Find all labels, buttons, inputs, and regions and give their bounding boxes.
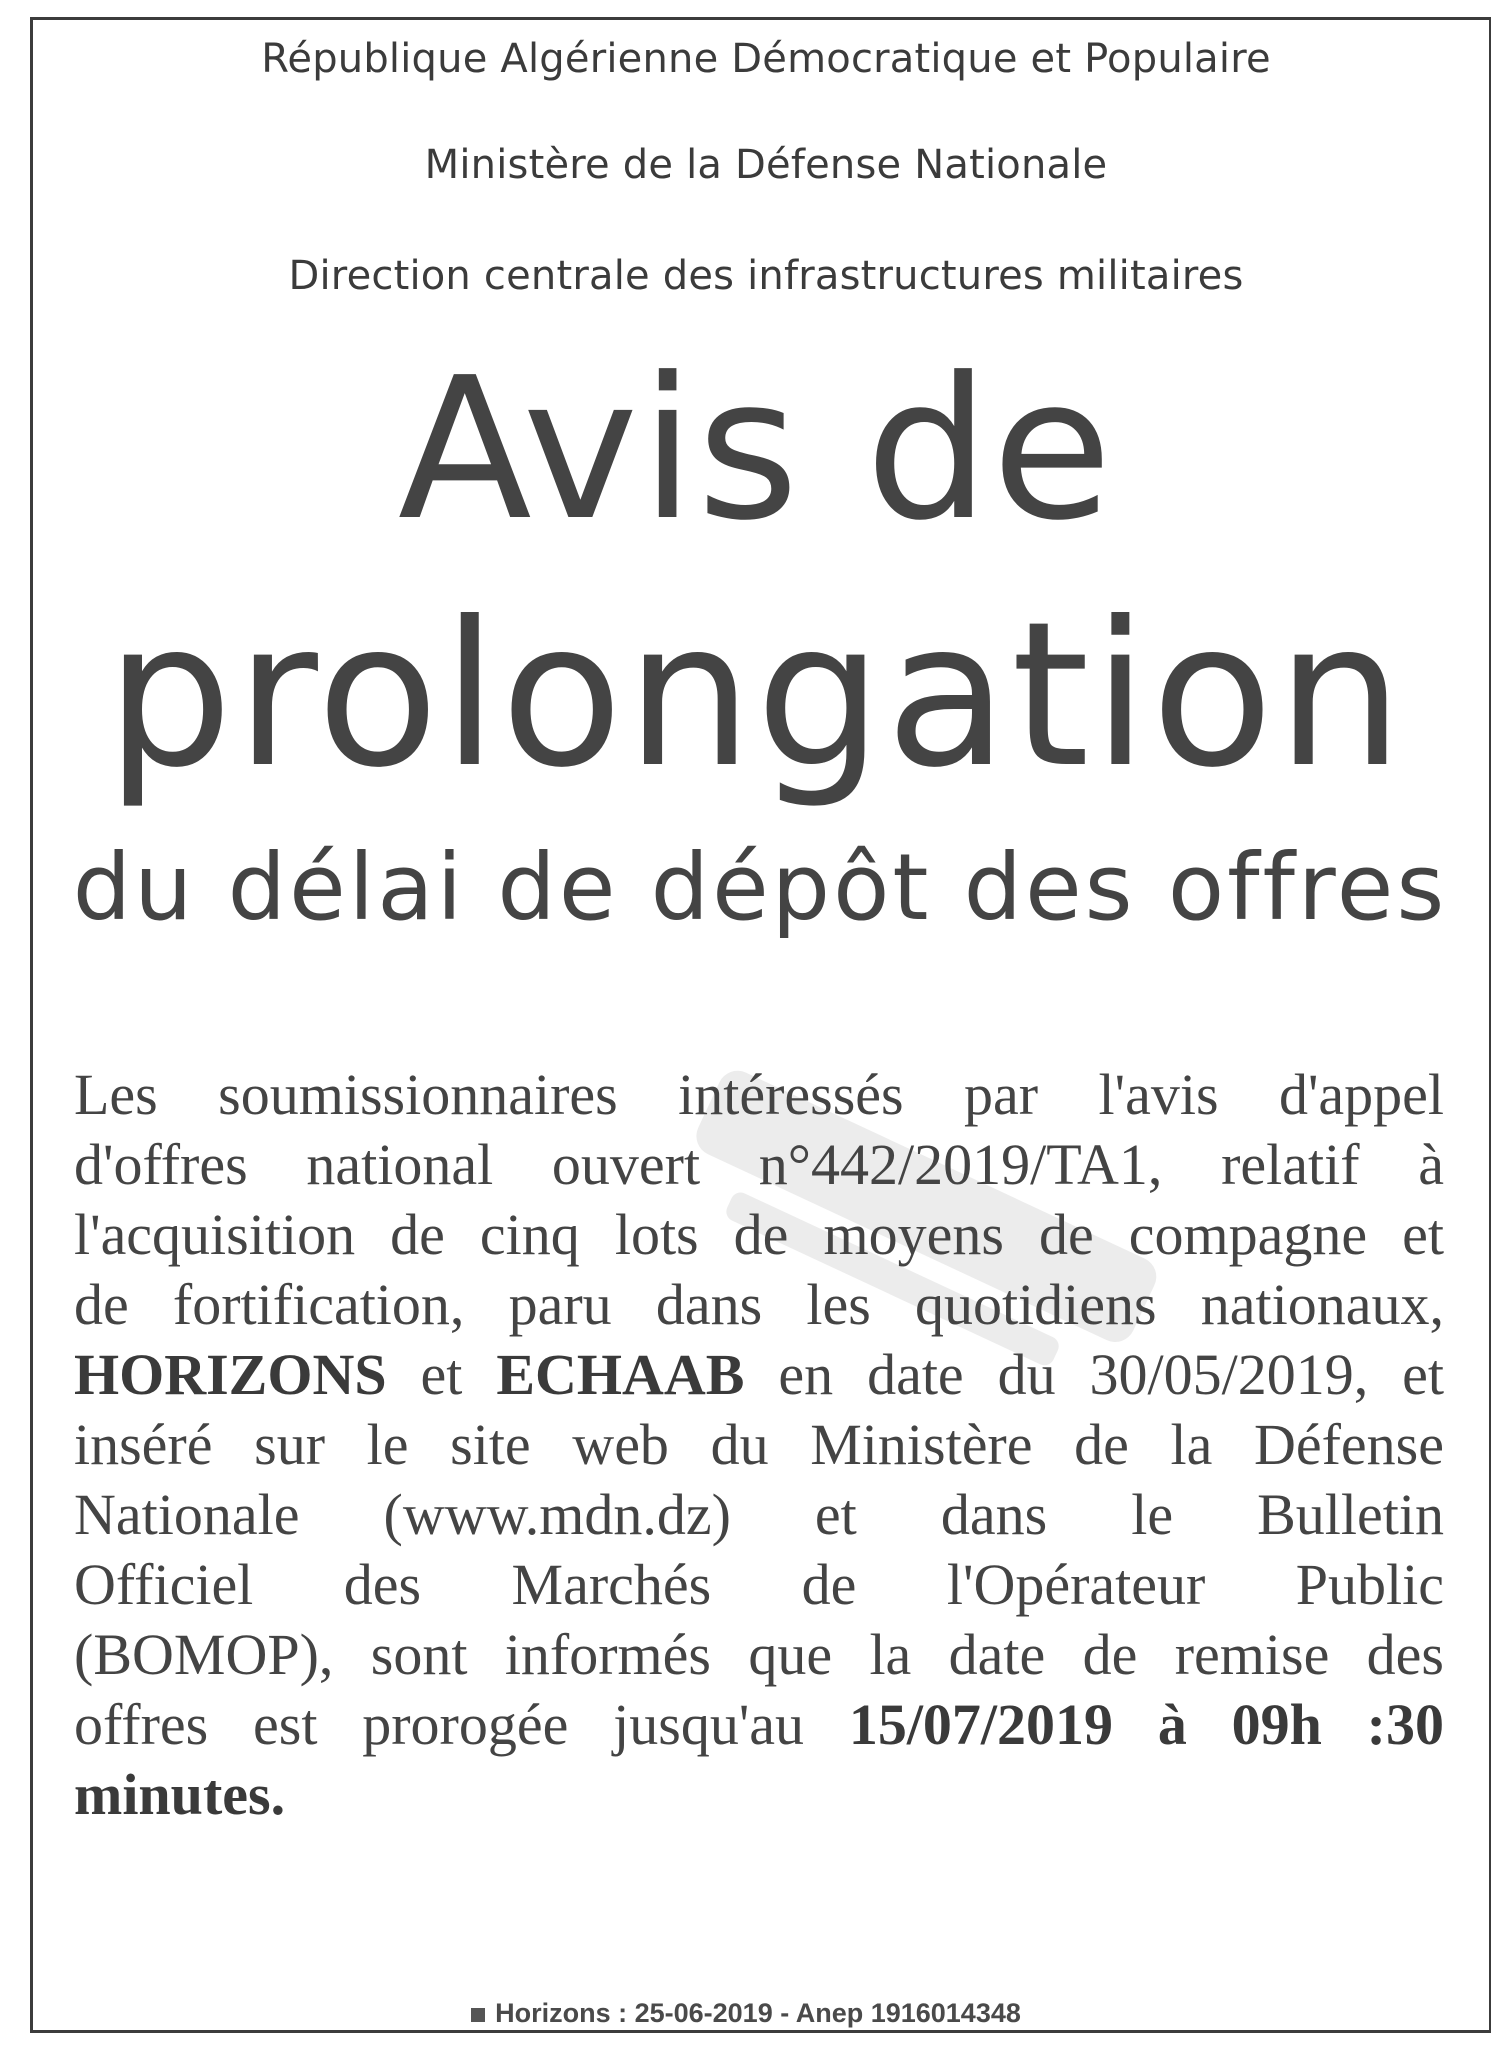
body-line xyxy=(74,1760,1444,1830)
body-line: Nationale (www.mdn.dz) et dans le Bulletin xyxy=(74,1482,1444,1547)
newspaper-echaab: ECHAAB xyxy=(496,1342,745,1407)
body-line: de fortification, paru dans les quotidiens nationaux, xyxy=(74,1272,1444,1337)
footer-text: Horizons : 25-06-2019 - Anep 1916014348 xyxy=(495,1998,1021,2028)
title-line-1: Avis de xyxy=(397,336,1115,564)
body-line: l'acquisition de cinq lots de moyens de compagne et xyxy=(74,1202,1444,1267)
title-line-2: prolongation xyxy=(105,579,1407,812)
body-fragment: et xyxy=(386,1342,497,1407)
body-line: Officiel des Marchés de l'Opérateur Public xyxy=(74,1552,1444,1617)
subtitle: du délai de dépôt des offres xyxy=(72,834,1448,941)
body-line: d'offres national ouvert n°442/2019/TA1, relatif à xyxy=(74,1132,1444,1197)
body-line: (BOMOP), sont informés que la date de remise des xyxy=(74,1622,1444,1687)
body-line xyxy=(74,1690,1444,1760)
body-fragment: offres est prorogée jusqu'au xyxy=(74,1692,849,1757)
body-line: inséré sur le site web du Ministère de la Défense xyxy=(74,1412,1444,1477)
direction-name: Direction centrale des infrastructures militaires xyxy=(288,253,1244,299)
notice-body xyxy=(74,1060,1444,1830)
deadline-date: 15/07/2019 à 09h :30 xyxy=(848,1692,1444,1757)
ministry-name: Ministère de la Défense Nationale xyxy=(424,142,1108,188)
deadline-minutes: minutes. xyxy=(74,1762,286,1827)
country-name: République Algérienne Démocratique et Populaire xyxy=(261,36,1271,82)
publication-footer xyxy=(0,1998,1492,2029)
newspaper-horizons: HORIZONS xyxy=(74,1342,387,1407)
body-fragment: en date du 30/05/2019, et xyxy=(744,1342,1445,1407)
body-line xyxy=(74,1340,1444,1410)
square-bullet-icon xyxy=(471,2008,485,2022)
body-line: Les soumissionnaires intéressés par l'avis d'appel xyxy=(74,1062,1444,1127)
